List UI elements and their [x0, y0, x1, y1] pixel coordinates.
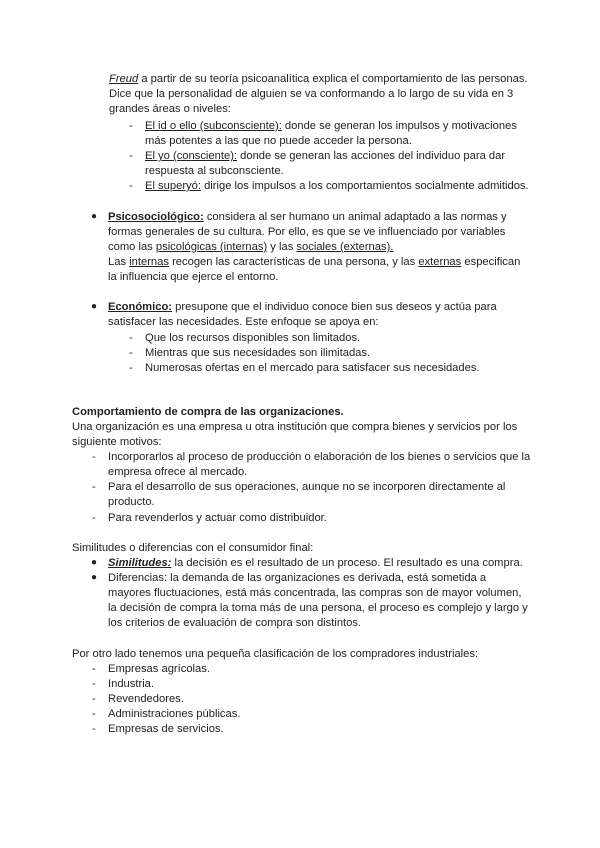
similitudes-item: Similitudes: la decisión es el resultado de un proceso. El resultado es una compra. [108, 557, 523, 569]
dash-marker: - [92, 693, 96, 705]
industriales-intro: Por otro lado tenemos una pequeña clasificación de los compradores industriales: [72, 648, 479, 660]
organizaciones-item-cont: producto. [108, 496, 155, 508]
dash-marker: - [129, 332, 133, 344]
organizaciones-p2: siguiente motivos: [72, 436, 162, 448]
economico-line-1: Económico: presupone que el individuo conoce bien sus deseos y actúa para [108, 301, 497, 313]
bullet-marker: ● [91, 211, 98, 222]
diferencias-line-1: Diferencias: la demanda de las organizaciones es derivada, está sometida a [108, 572, 487, 584]
dash-marker: - [92, 723, 96, 735]
economico-item: Mientras que sus necesidades son ilimitadas. [145, 347, 371, 359]
economico-item: Que los recursos disponibles son limitados. [145, 332, 361, 344]
diferencias-line-4: los criterios de evaluación de compra son distintos. [108, 617, 362, 629]
industriales-item: Empresas de servicios. [108, 723, 224, 735]
dash-marker: - [92, 678, 96, 690]
dash-marker: - [129, 120, 133, 132]
industriales-item: Revendedores. [108, 693, 184, 705]
psicosociologico-line-2: formas generales de su cultura. Por ello, es que se ve influenciado por variables [108, 226, 506, 238]
freud-item-id: El id o ello (subconsciente): donde se generan los impulsos y motivaciones [145, 120, 517, 132]
diferencias-line-3: la decisión de compra la toma más de una persona, el proceso es complejo y largo y [108, 602, 528, 614]
dash-marker: - [129, 362, 133, 374]
freud-intro: Freud a partir de su teoría psicoanalítica explica el comportamiento de las personas. [109, 73, 528, 85]
dash-marker: - [129, 180, 133, 192]
freud-line-2: Dice que la personalidad de alguien se va conformando a lo largo de su vida en 3 [109, 88, 514, 100]
industriales-item: Empresas agrícolas. [108, 663, 210, 675]
dash-marker: - [92, 663, 96, 675]
organizaciones-p1: Una organización es una empresa u otra institución que compra bienes y servicios por los [72, 421, 518, 433]
similitudes-intro: Similitudes o diferencias con el consumidor final: [72, 542, 314, 554]
freud-term: Freud [109, 73, 139, 85]
dash-marker: - [92, 451, 96, 463]
diferencias-line-2: mayores fluctuaciones, está más concentrada, las compras son de mayor volumen, [108, 587, 522, 599]
psicosociologico-line-4: Las internas recogen las características de una persona, y las externas especifican [108, 256, 521, 268]
dash-marker: - [92, 481, 96, 493]
industriales-item: Administraciones públicas. [108, 708, 241, 720]
economico-term: Económico: [108, 301, 173, 313]
organizaciones-item-cont: empresa ofrece al mercado. [108, 466, 248, 478]
psicosociologico-line-5: la influencia que ejerce el entorno. [108, 271, 279, 283]
organizaciones-heading: Comportamiento de compra de las organizaciones. [72, 406, 344, 418]
psicosociologico-term: Psicosociológico: [108, 211, 204, 223]
dash-marker: - [92, 708, 96, 720]
economico-line-2: satisfacer las necesidades. Este enfoque se apoya en: [108, 316, 379, 328]
economico-item: Numerosas ofertas en el mercado para satisfacer sus necesidades. [145, 362, 480, 374]
dash-marker: - [92, 512, 96, 524]
bullet-marker: ● [91, 557, 98, 568]
organizaciones-item: Para el desarrollo de sus operaciones, aunque no se incorporen directamente al [108, 481, 506, 493]
psicosociologico-line-3: como las psicológicas (internas) y las sociales (externas). [108, 241, 394, 253]
dash-marker: - [129, 150, 133, 162]
freud-item-yo: El yo (consciente): donde se generan las acciones del individuo para dar [145, 150, 506, 162]
bullet-marker: ● [91, 572, 98, 583]
bullet-marker: ● [91, 301, 98, 312]
dash-marker: - [129, 347, 133, 359]
organizaciones-item: Para revenderlos y actuar como distribuidor. [108, 512, 327, 524]
psicosociologico-line-1: Psicosociológico: considera al ser humano un animal adaptado a las normas y [108, 211, 507, 223]
industriales-item: Industria. [108, 678, 155, 690]
organizaciones-item: Incorporarlos al proceso de producción o elaboración de los bienes o servicios que la [108, 451, 531, 463]
similitudes-term: Similitudes: [108, 557, 172, 569]
freud-item-superyo: El superyó: dirige los impulsos a los comportamientos socialmente admitidos. [145, 180, 529, 192]
freud-item-id-cont: más potentes a las que no puede acceder la persona. [145, 135, 412, 147]
freud-line-3: grandes áreas o niveles: [109, 103, 231, 115]
freud-item-yo-cont: respuesta al subconsciente. [145, 165, 284, 177]
